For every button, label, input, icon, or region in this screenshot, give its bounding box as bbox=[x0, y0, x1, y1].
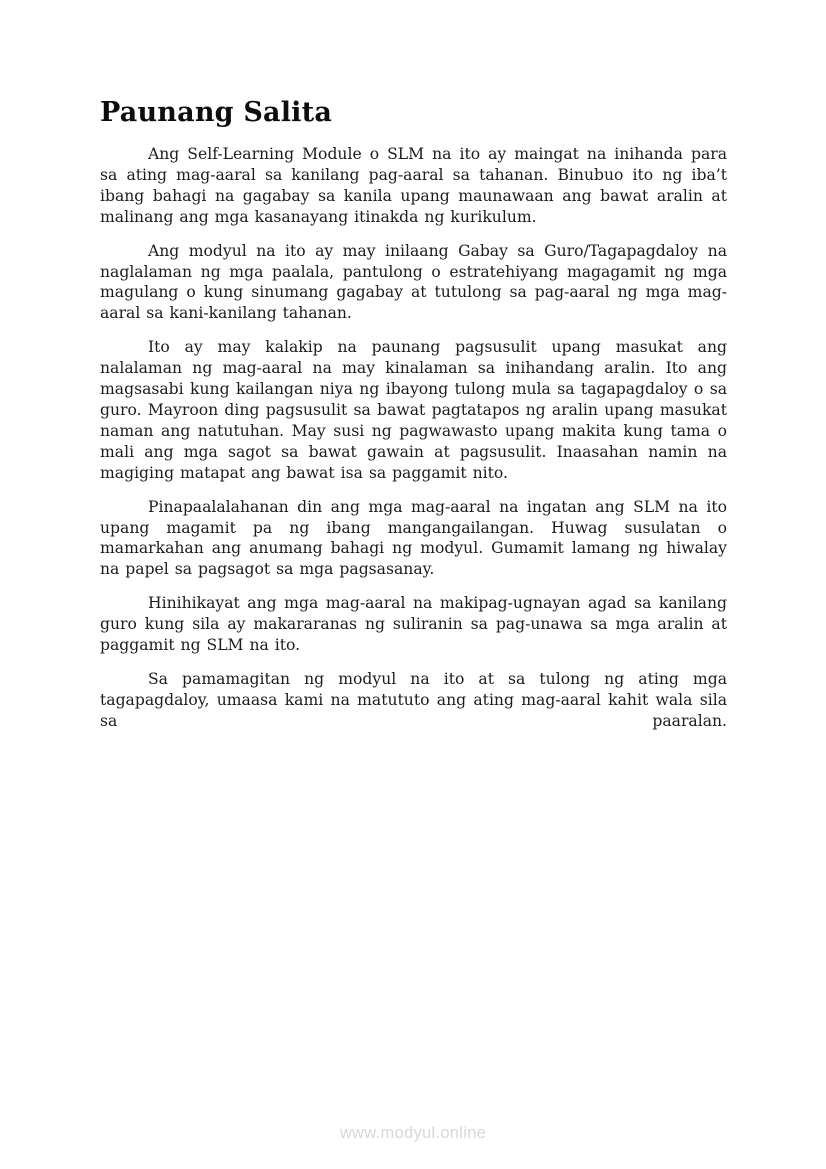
paragraph-5: Hinihikayat ang mga mag-aaral na makipag-ugnayan agad sa kanilang guro kung sila ay makararanas ng suliranin sa pag-unawa sa mga aralin at paggamit ng SLM na ito. bbox=[100, 594, 727, 655]
page-title: Paunang Salita bbox=[100, 97, 333, 128]
paragraph-4: Pinapaalalahanan din ang mga mag-aaral na ingatan ang SLM na ito upang magamit pa ng ibang mangangailangan. Huwag susulatan o mamarkahan ang anumang bahagi ng modyul. Gumamit lamang ng hiwalay na papel sa pagsagot sa mga pagsasanay. bbox=[100, 497, 727, 579]
document-content bbox=[100, 97, 727, 745]
footer-watermark: www.modyul.online bbox=[339, 1124, 487, 1142]
paragraph-3: Ito ay may kalakip na paunang pagsusulit upang masukat ang nalalaman ng mag-aaral na may kinalaman sa inihandang aralin. Ito ang magsasabi kung kailangan niya ng ibayong tulong mula sa tagapagdaloy o sa guro. Mayroon ding pagsusulit sa bawat pagtatapos ng aralin upang masukat naman ang natutuhan. May susi ng pagwawasto upang makita kung tama o mali ang mga sagot sa bawat gawain at pagsusulit. Inaasahan namin na magiging matapat ang bawat isa sa paggamit nito. bbox=[100, 338, 727, 482]
paragraph-1: Ang Self-Learning Module o SLM na ito ay maingat na inihanda para sa ating mag-aaral sa kanilang pag-aaral sa tahanan. Binubuo ito ng iba’t ibang bahagi na gagabay sa kanila upang maunawaan ang bawat aralin at malinang ang mga kasanayang itinakda ng kurikulum. bbox=[100, 145, 727, 226]
paragraph-2: Ang modyul na ito ay may inilaang Gabay sa Guro/Tagapagdaloy na naglalaman ng mga paalala, pantulong o estratehiyang magagamit ng mga magulang o kung sinumang gagabay at tutulong sa pag-aaral ng mga mag-aaral sa kani-kanilang tahanan. bbox=[100, 241, 727, 323]
paragraph-6: Sa pamamagitan ng modyul na ito at sa tulong ng ating mga tagapagdaloy, umaasa kami na matututo ang ating mag-aaral kahit wala sila sa paaralan. bbox=[100, 669, 727, 730]
